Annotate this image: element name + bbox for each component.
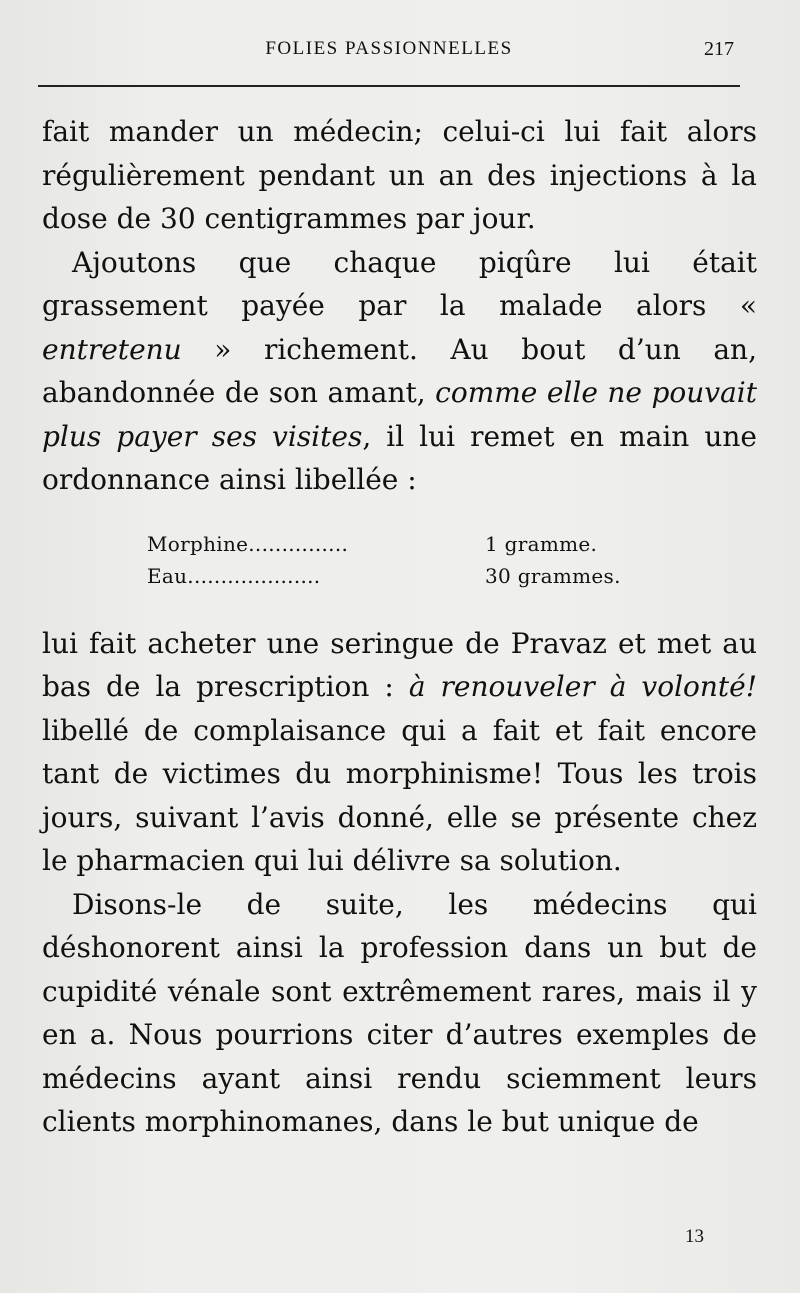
prescription-ingredient: Eau.................... bbox=[147, 563, 321, 588]
header-rule bbox=[38, 85, 740, 87]
signature-mark: 13 bbox=[685, 1226, 704, 1247]
prescription-amount: 30 grammes. bbox=[485, 563, 621, 588]
body-text bbox=[42, 110, 757, 1144]
prescription-amount: 1 gramme. bbox=[485, 531, 598, 556]
page-number: 217 bbox=[704, 38, 734, 60]
text-segment: libellé de complaisance qui a fait et fait encore tant de victimes du morphinisme! Tous les trois jours, suivant l’avis donné, elle se présente chez le pharmacien qui lui délivre sa solution. bbox=[42, 713, 757, 877]
text-segment: fait mander un médecin; celui-ci lui fait alors régulièrement pendant un an des injections à la dose de 30 centigrammes par jour. bbox=[42, 115, 757, 235]
prescription-row-morphine bbox=[147, 528, 757, 560]
prescription-ingredient: Morphine............... bbox=[147, 531, 349, 556]
text-segment: , il lui remet en main une ordonnance ainsi libellée : bbox=[42, 419, 757, 496]
italic-text: comme elle ne pouvait plus payer ses visites bbox=[42, 376, 758, 453]
paragraph-3 bbox=[42, 622, 757, 883]
text-segment: » richement. Au bout d’un an, abandonnée de son amant, bbox=[42, 332, 757, 409]
italic-text: entretenu bbox=[42, 332, 182, 366]
text-segment: lui fait acheter une seringue de Pravaz et met au bas de la prescription : bbox=[42, 626, 757, 703]
paragraph-1 bbox=[42, 110, 757, 241]
text-segment: Disons-le de suite, les médecins qui déshonorent ainsi la profession dans un but de cupidité vénale sont extrêmement rares, mais il y en a. Nous pourrions citer d’autres exemples de médecins ayant ainsi rendu sciemment leurs clients morphinomanes, dans le but unique de bbox=[42, 887, 757, 1138]
prescription bbox=[147, 528, 757, 592]
text-segment: Ajoutons que chaque piqûre lui était grassement payée par la malade alors « bbox=[42, 245, 757, 322]
running-title: FOLIES PASSIONNELLES bbox=[265, 38, 513, 59]
paragraph-4 bbox=[42, 883, 757, 1144]
prescription-row-eau bbox=[147, 560, 757, 592]
running-head bbox=[38, 36, 740, 72]
italic-text: à renouveler à volonté! bbox=[408, 670, 757, 703]
paragraph-2 bbox=[42, 241, 757, 502]
